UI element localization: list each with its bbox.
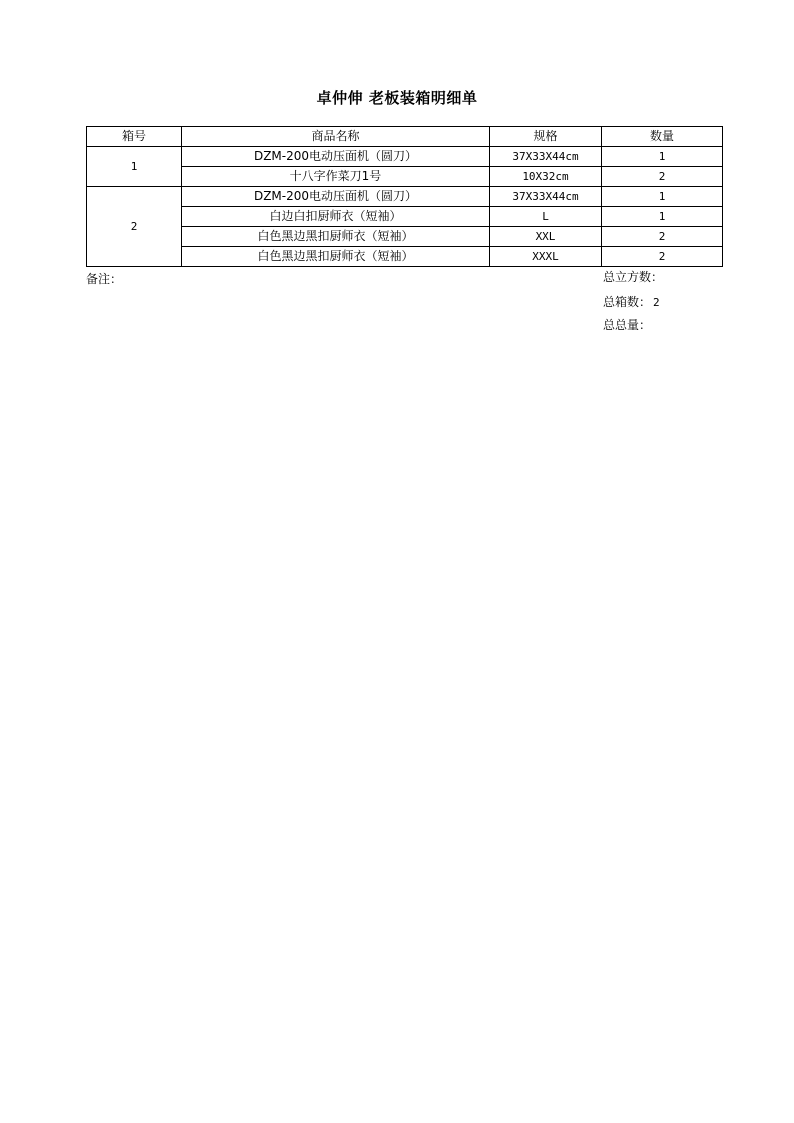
packing-list-table	[86, 126, 723, 267]
table-row	[87, 167, 723, 187]
table-row	[87, 227, 723, 247]
table-row	[87, 147, 723, 167]
box-number-cell: 1	[87, 147, 182, 187]
product-name-cell: 白边白扣厨师衣（短袖）	[182, 207, 490, 227]
table-header-row	[87, 127, 723, 147]
spec-cell: XXXL	[490, 247, 602, 267]
total-weight	[603, 317, 653, 334]
header-spec: 规格	[490, 127, 602, 147]
product-name-cell: DZM-200电动压面机（圆刀）	[182, 147, 490, 167]
total-boxes-value: 2	[653, 296, 660, 309]
quantity-cell: 2	[602, 227, 723, 247]
spec-cell: 10X32cm	[490, 167, 602, 187]
quantity-cell: 1	[602, 207, 723, 227]
product-name-cell: 白色黑边黑扣厨师衣（短袖）	[182, 227, 490, 247]
total-boxes-label: 总箱数：	[603, 295, 652, 309]
quantity-cell: 2	[602, 167, 723, 187]
table-row	[87, 187, 723, 207]
remarks-label: 备注：	[86, 272, 123, 286]
product-name-cell: DZM-200电动压面机（圆刀）	[182, 187, 490, 207]
quantity-cell: 1	[602, 147, 723, 167]
product-name-cell: 十八字作菜刀1号	[182, 167, 490, 187]
document-title: 卓仲伸 老板装箱明细单	[316, 89, 478, 107]
total-boxes	[603, 294, 660, 311]
table-row	[87, 207, 723, 227]
spec-cell: 37X33X44cm	[490, 187, 602, 207]
table-row	[87, 247, 723, 267]
total-volume	[603, 269, 665, 286]
header-quantity: 数量	[602, 127, 723, 147]
quantity-cell: 2	[602, 247, 723, 267]
total-weight-label: 总总量：	[603, 318, 652, 332]
quantity-cell: 1	[602, 187, 723, 207]
total-volume-label: 总立方数：	[603, 270, 664, 284]
spec-cell: XXL	[490, 227, 602, 247]
product-name-cell: 白色黑边黑扣厨师衣（短袖）	[182, 247, 490, 267]
spec-cell: 37X33X44cm	[490, 147, 602, 167]
box-number-cell: 2	[87, 187, 182, 267]
spec-cell: L	[490, 207, 602, 227]
header-box-no: 箱号	[87, 127, 182, 147]
header-product-name: 商品名称	[182, 127, 490, 147]
